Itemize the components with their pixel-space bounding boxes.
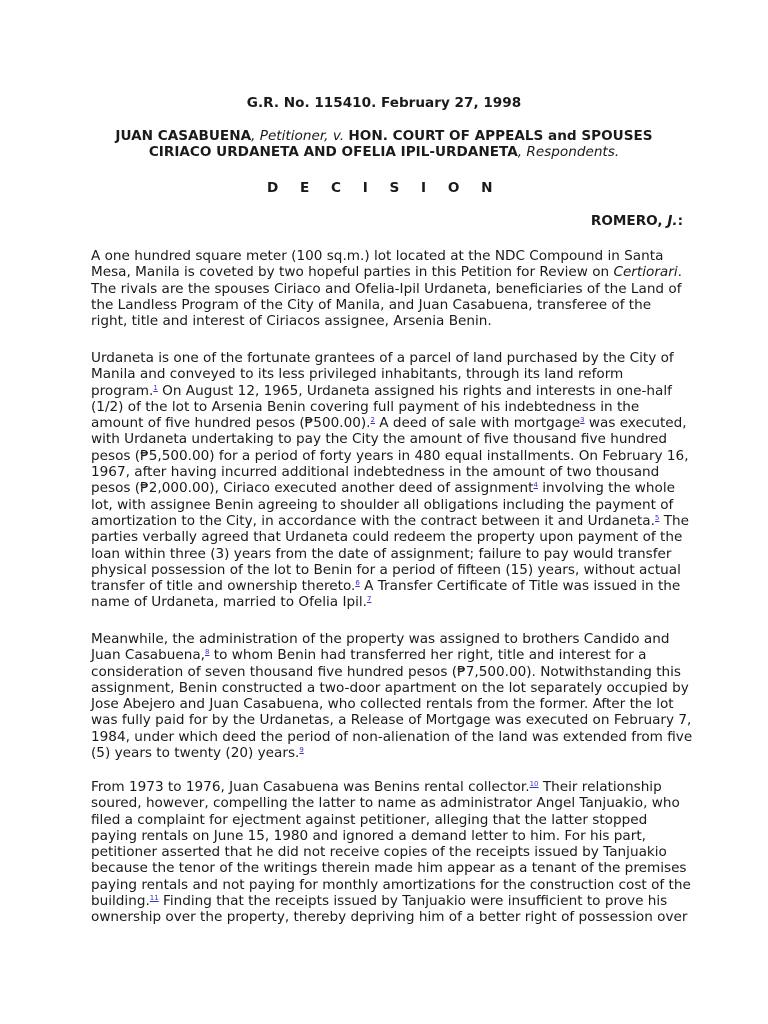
respondent-label: , Respondents. bbox=[517, 144, 620, 161]
ponente: ROMERO, J.: bbox=[590, 213, 683, 229]
footnote-link-8[interactable]: 8 bbox=[205, 648, 210, 657]
footnote-link-11[interactable]: 11 bbox=[149, 894, 159, 903]
footnote-link-7[interactable]: 7 bbox=[366, 595, 372, 604]
paragraph-4: From 1973 to 1976, Juan Casabuena was Benins rental collector.$^{10}$ Their relationship soured, however, compelling the latter to name as administrator Angel Tanjuakio, who filed a complaint for ejectment against petitioner, alleging that the latter stopped paying rentals on June 15, 1980 and ignored a demand letter to him. For his part, petitioner asserted that he did not receive copies of the receipts issued by Tanjuakio because the tenor of the writings therein made him appear as a tenant of the premises paying rentals and not paying for monthly amortizations for the construction cost of the building.$^{11}$ Finding that the receipts issued by Tanjuakio were insufficient to prove his ownership over the property, thereby depriving him of a better right of possession over bbox=[91, 779, 691, 926]
parties-line-1 bbox=[0, 128, 768, 144]
paragraph-2: Urdaneta is one of the fortunate grantees of a parcel of land purchased by the City of Manila and conveyed to its less privileged inhabitants, through its land reform program.$^1$ On August 12, 1965, Urdaneta assigned his rights and interests in one-half (1/2) of the lot to Arsenia Benin covering full payment of his indebtedness in the amount of five hundred pesos (₱500.00).$^2$ A deed of sale with mortgage$^3$ was executed, with Urdaneta undertaking to pay the City the amount of five thousand five hundred pesos (₱5,500.00) for a period of forty years in 480 equal installments. On February 16, 1967, after having incurred additional indebtedness in the amount of two thousand pesos (₱2,000.00), Ciriaco executed another deed of assignment$^4$ involving the whole lot, with assignee Benin agreeing to shoulder all obligations including the payment of amortization to the City, in accordance with the contract between it and Urdaneta.$^5$ The parties verbally agreed that Urdaneta could redeem the property upon payment of the loan within three (3) years from the date of assignment; failure to pay would transfer physical possession of the lot to Benin for a period of fifteen (15) years, without actual transfer of title and ownership thereto.$^6$ A Transfer Certificate of Title was issued in the name of Urdaneta, married to Ofelia Ipil.$^7$ bbox=[91, 350, 689, 611]
footnote-link-6[interactable]: 6 bbox=[355, 579, 360, 588]
versus: , v. bbox=[324, 128, 349, 144]
petitioner-name: JUAN CASABUENA bbox=[115, 128, 252, 144]
footnote-link-2[interactable]: 2 bbox=[370, 416, 375, 425]
respondent-court: HON. COURT OF APPEALS and SPOUSES bbox=[348, 128, 653, 144]
case-parties bbox=[0, 128, 768, 161]
respondent-names: CIRIACO URDANETA AND OFELIA IPIL-URDANETA bbox=[148, 144, 518, 161]
parties-line-2 bbox=[0, 144, 768, 160]
paragraph-3: Meanwhile, the administration of the property was assigned to brothers Candido and Juan Casabuena,$^8$ to whom Benin had transferred her right, title and interest for a consideration of seven thousand five hundred pesos (₱7,500.00). Notwithstanding this assignment, Benin constructed a two-door apartment on the lot separately occupied by Jose Abejero and Juan Casabuena, who collected rentals from the former. After the lot was fully paid for by the Urdanetas, a Release of Mortgage was executed on February 7, 1984, under which deed the period of non-alienation of the land was extended from five (5) years to twenty (20) years.$^9$ bbox=[91, 631, 693, 762]
footnote-link-3[interactable]: 3 bbox=[580, 416, 585, 425]
case-title: G.R. No. 115410. February 27, 1998 bbox=[246, 95, 522, 111]
footnote-link-9[interactable]: 9 bbox=[299, 746, 304, 755]
paragraph-1: A one hundred square meter (100 sq.m.) lot located at the NDC Compound in Santa Mesa, Manila is coveted by two hopeful parties in this Petition for Review on Certiorari. The rivals are the spouses Ciriaco and Ofelia-Ipil Urdaneta, beneficiaries of the Land of the Landless Program of the City of Manila, and Juan Casabuena, transferee of the right, title and interest of Ciriacos assignee, Arsenia Benin. bbox=[91, 248, 682, 330]
footnote-link-5[interactable]: 5 bbox=[654, 513, 660, 522]
footnote-link-10[interactable]: 10 bbox=[529, 780, 539, 788]
decision-heading: D E C I S I O N bbox=[266, 180, 501, 196]
footnote-link-1[interactable]: 1 bbox=[153, 383, 158, 392]
footnote-link-4[interactable]: 4 bbox=[533, 481, 538, 490]
petitioner-label: , Petitioner bbox=[251, 128, 325, 144]
